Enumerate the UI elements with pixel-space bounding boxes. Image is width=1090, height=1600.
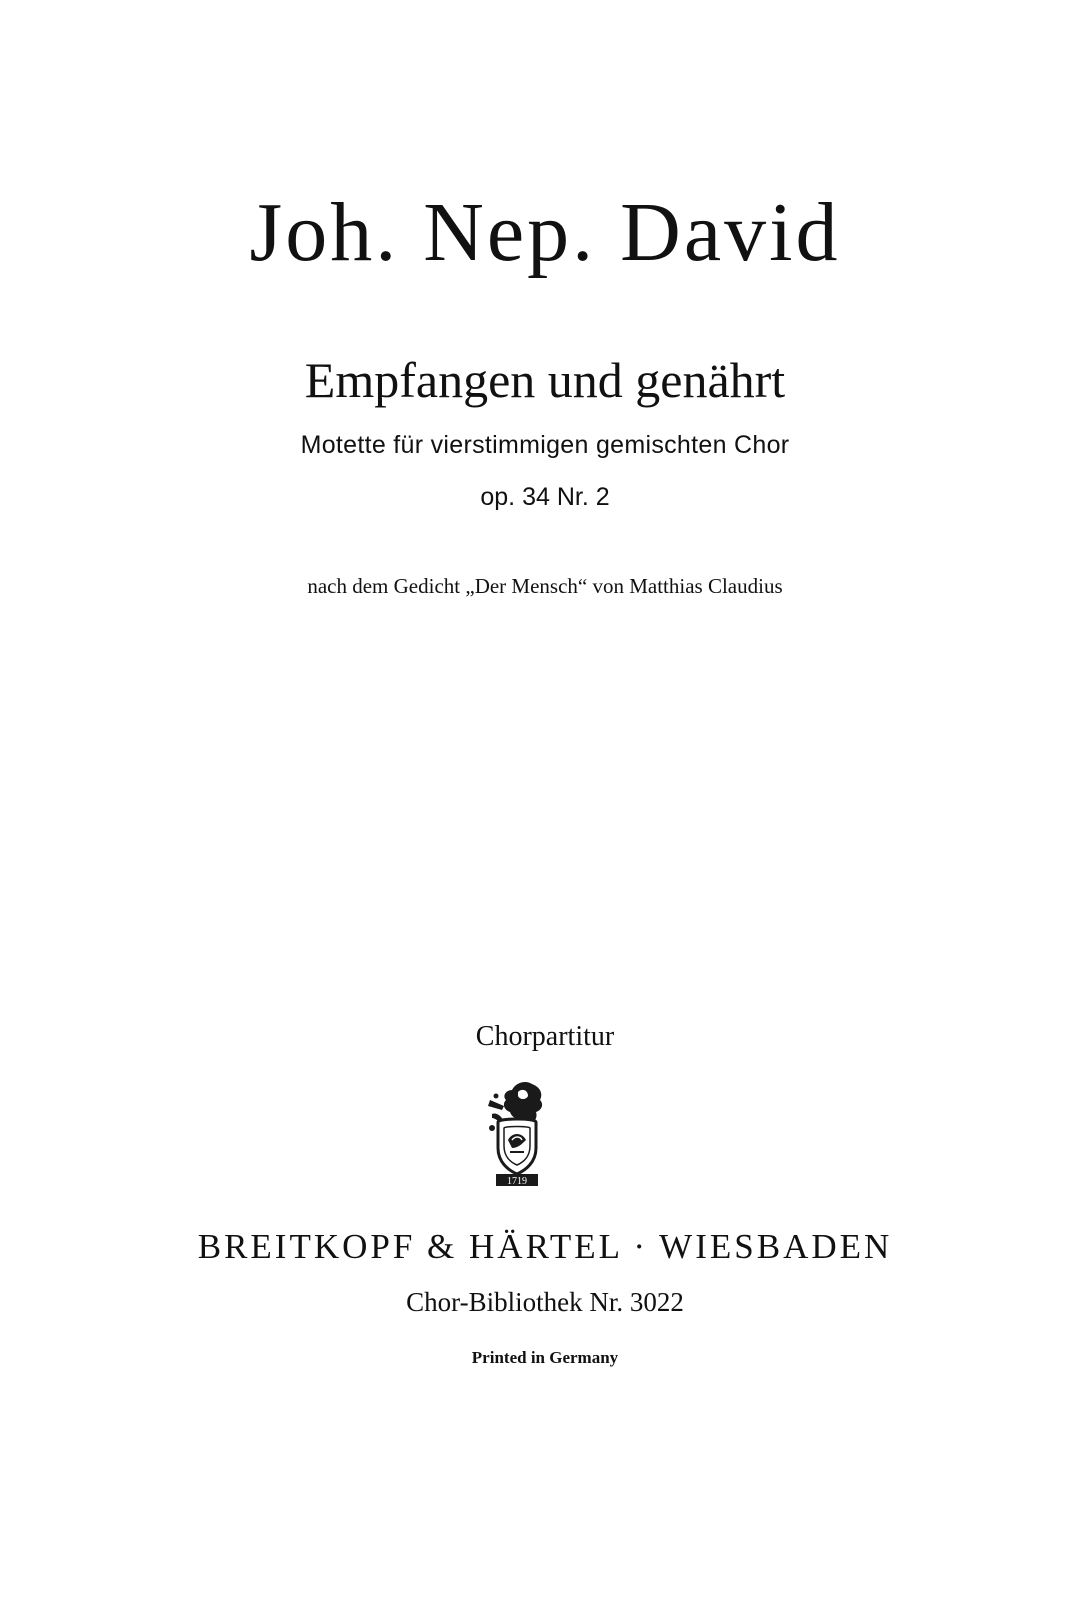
- printed-note: Printed in Germany: [471, 1348, 619, 1367]
- work-title: Empfangen und genährt: [304, 352, 786, 408]
- work-subtitle: Motette für vierstimmigen gemischten Chor: [300, 431, 790, 459]
- publisher-emblem-drawing: [482, 1078, 552, 1188]
- publisher-name: BREITKOPF & HÄRTEL · WIESBADEN: [197, 1227, 893, 1266]
- opus-number: op. 34 Nr. 2: [480, 483, 610, 511]
- breitkopf-haertel-emblem-icon: [482, 1078, 552, 1188]
- edition-type: Chorpartitur: [475, 1021, 615, 1052]
- composer-name: Joh. Nep. David: [249, 186, 841, 279]
- poem-credit: nach dem Gedicht „Der Mensch“ von Matthias Claudius: [307, 574, 783, 598]
- emblem-year: 1719: [507, 1176, 527, 1187]
- catalog-number: Chor-Bibliothek Nr. 3022: [406, 1287, 684, 1317]
